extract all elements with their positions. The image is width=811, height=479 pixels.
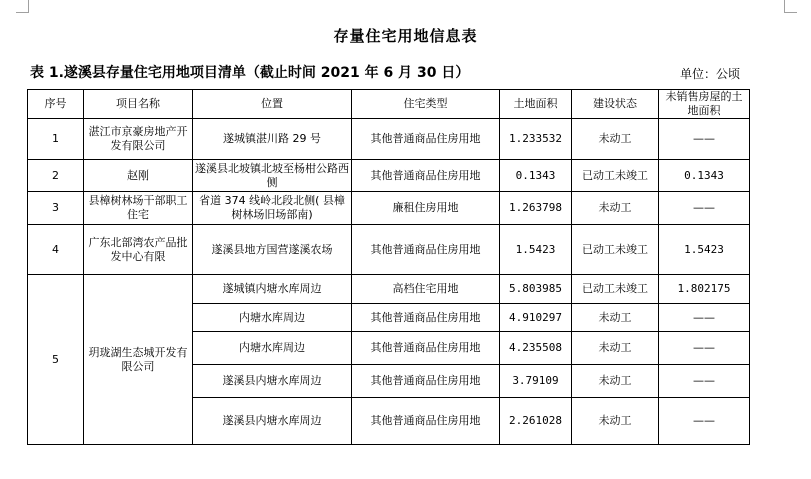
cell-unsold: —— [659,304,750,332]
cell-status: 未动工 [572,119,659,160]
table-row [28,192,750,225]
cell-status: 已动工未竣工 [572,275,659,304]
cell-area: 4.910297 [500,304,572,332]
cell-unsold: 1.802175 [659,275,750,304]
cell-location: 遂城镇内塘水库周边 [193,275,352,304]
cell-location: 遂溪县内塘水库周边 [193,398,352,445]
cell-status: 未动工 [572,332,659,365]
cell-area: 1.5423 [500,225,572,275]
header-location: 位置 [193,90,352,119]
cell-location: 遂溪县地方国营遂溪农场 [193,225,352,275]
cell-unsold: —— [659,332,750,365]
cell-type: 高档住宅用地 [352,275,500,304]
header-name: 项目名称 [84,90,193,119]
cell-area: 2.261028 [500,398,572,445]
cell-type: 其他普通商品住房用地 [352,225,500,275]
header-no: 序号 [28,90,84,119]
cell-unsold: —— [659,192,750,225]
cell-status: 未动工 [572,398,659,445]
cell-type: 其他普通商品住房用地 [352,304,500,332]
cell-area: 3.79109 [500,365,572,398]
cell-name: 县樟树林场干部职工住宅 [84,192,193,225]
header-row [28,90,750,119]
cell-area: 0.1343 [500,160,572,192]
table-row [28,225,750,275]
cell-area: 1.233532 [500,119,572,160]
header-area: 土地面积 [500,90,572,119]
table-caption: 表 1.遂溪县存量住宅用地项目清单（截止时间 2021 年 6 月 30 日） [30,65,470,81]
cell-no: 2 [28,160,84,192]
cell-type: 其他普通商品住房用地 [352,160,500,192]
cell-location: 遂溪县北坡镇北坡至杨柑公路西侧 [193,160,352,192]
unit-label: 单位：公顷 [680,67,741,81]
cell-status: 已动工未竣工 [572,225,659,275]
cell-type: 其他普通商品住房用地 [352,365,500,398]
cell-status: 未动工 [572,192,659,225]
cell-area: 4.235508 [500,332,572,365]
cell-unsold: 1.5423 [659,225,750,275]
header-status: 建设状态 [572,90,659,119]
cell-no: 5 [28,275,84,445]
cell-area: 5.803985 [500,275,572,304]
cell-location: 内塘水库周边 [193,332,352,365]
cell-location: 省道 374 线岭北段北侧( 县樟树林场旧场部南) [193,192,352,225]
cell-name: 湛江市京豪房地产开发有限公司 [84,119,193,160]
land-info-table [27,89,750,445]
cell-no: 1 [28,119,84,160]
cell-status: 未动工 [572,365,659,398]
cell-location: 内塘水库周边 [193,304,352,332]
cell-type: 其他普通商品住房用地 [352,119,500,160]
page-corner-mark-left [16,0,29,13]
cell-no: 4 [28,225,84,275]
cell-name: 玥珑湖生态城开发有限公司 [84,275,193,445]
page-corner-mark-right [784,0,797,13]
cell-unsold: 0.1343 [659,160,750,192]
cell-unsold: —— [659,119,750,160]
cell-status: 已动工未竣工 [572,160,659,192]
table-row [28,160,750,192]
cell-unsold: —— [659,398,750,445]
cell-name: 广东北部湾农产品批发中心有限 [84,225,193,275]
cell-type: 其他普通商品住房用地 [352,398,500,445]
table-row [28,119,750,160]
cell-name: 赵刚 [84,160,193,192]
cell-type: 其他普通商品住房用地 [352,332,500,365]
cell-status: 未动工 [572,304,659,332]
cell-type: 廉租住房用地 [352,192,500,225]
cell-no: 3 [28,192,84,225]
header-type: 住宅类型 [352,90,500,119]
cell-location: 遂溪县内塘水库周边 [193,365,352,398]
document-title: 存量住宅用地信息表 [333,27,478,45]
header-unsold: 未销售房屋的土地面积 [659,90,750,119]
cell-unsold: —— [659,365,750,398]
cell-location: 遂城镇湛川路 29 号 [193,119,352,160]
cell-area: 1.263798 [500,192,572,225]
table-row [28,275,750,304]
